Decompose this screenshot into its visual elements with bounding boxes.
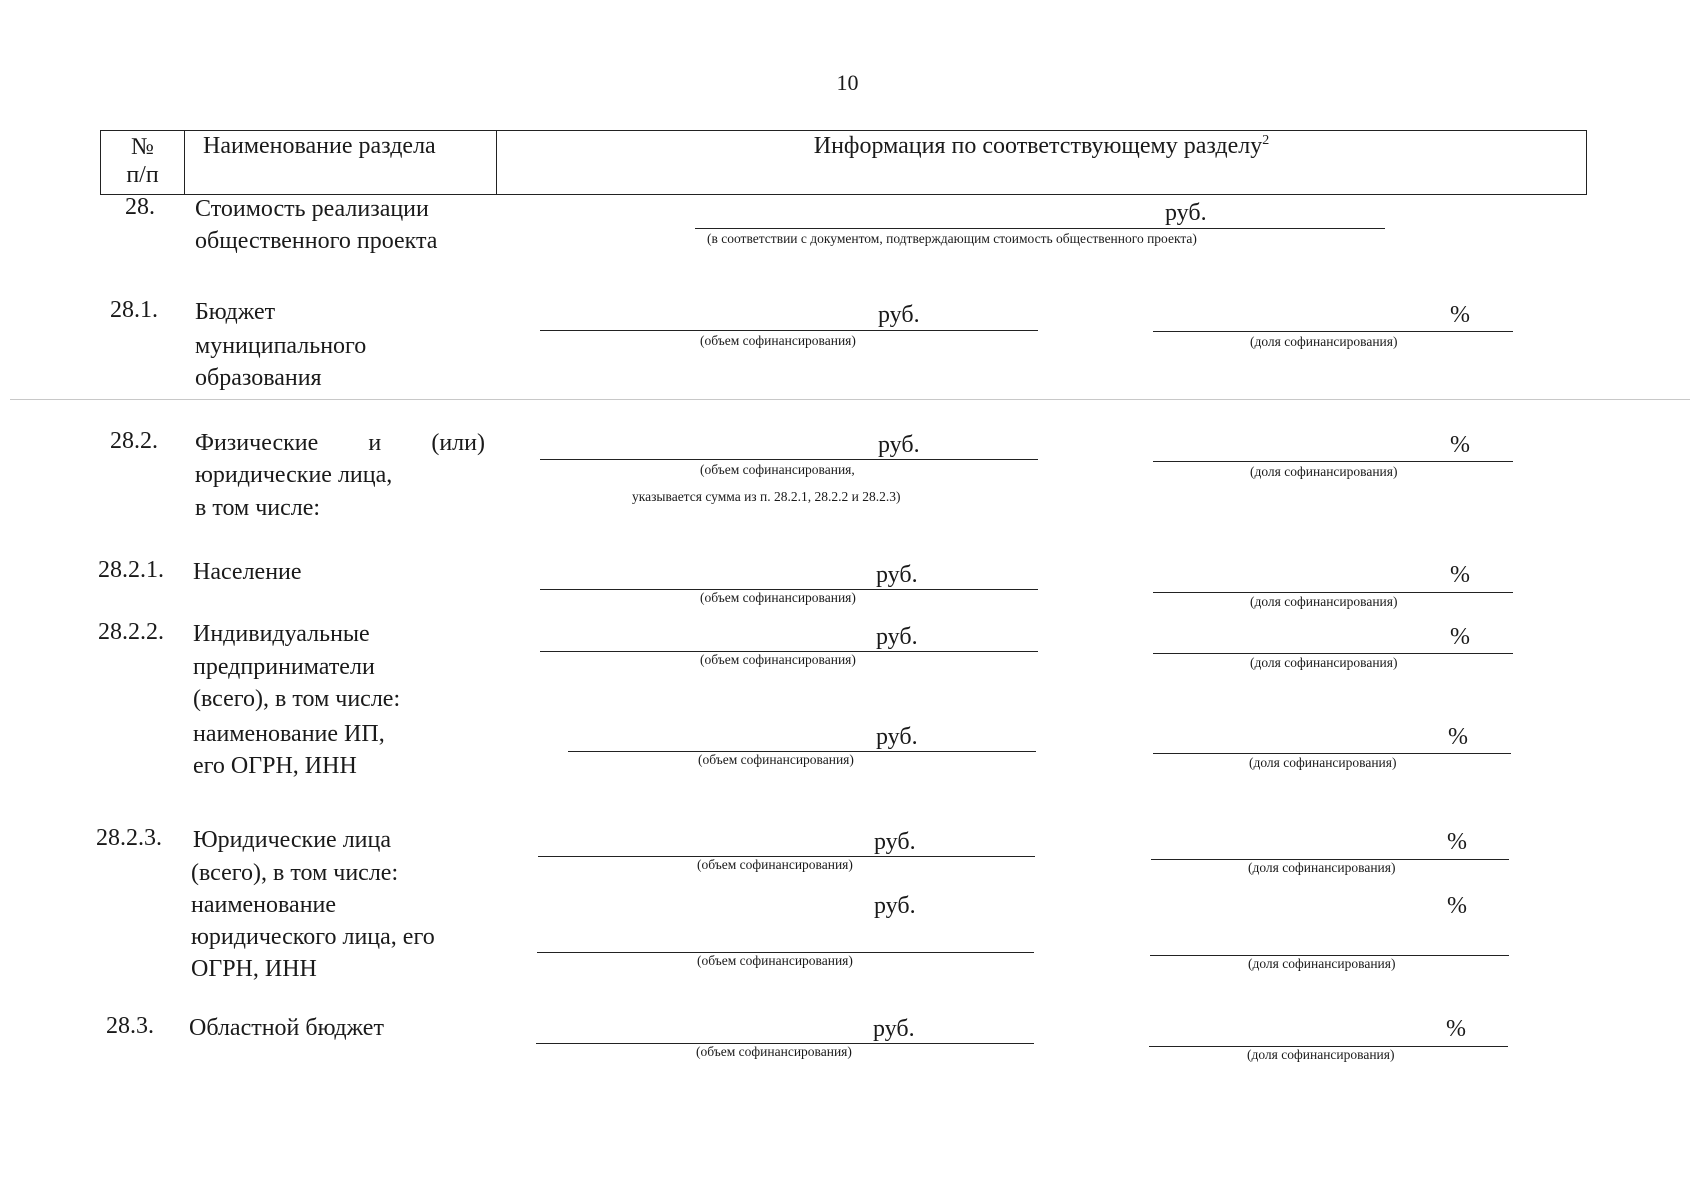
row-28-2-2-name-2: предприниматели [193, 654, 375, 680]
header-num-line1: № [131, 134, 154, 160]
header-info [497, 133, 1586, 160]
row-28-1-share-note: (доля софинансирования) [1250, 334, 1398, 349]
row-28-2-2-ip-rub: руб. [876, 724, 918, 750]
row-28-2-3-sub-1: наименование [191, 892, 337, 918]
row-28-name-2: общественного проекта [195, 228, 438, 254]
row-28-2-3-le-share-note: (доля софинансирования) [1248, 956, 1396, 971]
row-28-2-3-percent: % [1447, 829, 1467, 855]
row-28-1-percent: % [1450, 302, 1470, 328]
row-28-2-2-share-note: (доля софинансирования) [1250, 655, 1398, 670]
row-28-2-3-sub-3: ОГРН, ИНН [191, 956, 317, 982]
row-28-2-rub: руб. [878, 432, 920, 458]
row-28-2-1-volume-note: (объем софинансирования) [700, 590, 856, 605]
row-28-2-1-share-line[interactable] [1153, 592, 1513, 593]
row-28-name-1: Стоимость реализации [195, 196, 429, 222]
row-28-2-share-note: (доля софинансирования) [1250, 464, 1398, 479]
row-28-2-share-line[interactable] [1153, 461, 1513, 462]
header-name-cell [185, 131, 497, 194]
header-name: Наименование раздела [203, 133, 436, 159]
row-28-cost-note: (в соответствии с документом, подтверждающим стоимость общественного проекта) [707, 231, 1197, 246]
row-28-2-2-volume-note: (объем софинансирования) [700, 652, 856, 667]
row-28-3-rub: руб. [873, 1016, 915, 1042]
row-28-2-2-ip-percent: % [1448, 724, 1468, 750]
row-28-num: 28. [125, 194, 155, 220]
row-28-2-3-name-1: Юридические лица [193, 827, 392, 853]
row-28-2-2-share-line[interactable] [1153, 653, 1513, 654]
row-28-2-2-name-3: (всего), в том числе: [193, 686, 401, 712]
row-28-2-word-2: и [368, 430, 382, 456]
row-28-1-volume-note: (объем софинансирования) [700, 333, 856, 348]
row-28-2-2-ip-share-note: (доля софинансирования) [1249, 755, 1397, 770]
row-28-1-name-1: Бюджет [195, 299, 276, 325]
row-28-3-volume-note: (объем софинансирования) [696, 1044, 852, 1059]
row-28-2-2-ip-share-line[interactable] [1153, 753, 1511, 754]
row-28-2-2-num: 28.2.2. [98, 619, 164, 645]
row-28-2-3-volume-note: (объем софинансирования) [697, 857, 853, 872]
row-28-2-3-name-2: (всего), в том числе: [191, 860, 399, 886]
row-28-2-2-sub-2: его ОГРН, ИНН [193, 753, 357, 779]
header-num-cell [101, 131, 185, 194]
row-28-2-3-num: 28.2.3. [96, 825, 162, 851]
row-28-1-name-2: муниципального [195, 333, 367, 359]
row-28-2-3-share-note: (доля софинансирования) [1248, 860, 1396, 875]
row-28-2-2-rub: руб. [876, 624, 918, 650]
row-28-2-1-percent: % [1450, 562, 1470, 588]
row-28-2-2-percent: % [1450, 624, 1470, 650]
row-28-2-3-le-rub: руб. [874, 893, 916, 919]
row-28-2-volume-note: (объем софинансирования, [700, 462, 855, 477]
row-28-2-volume-line[interactable] [540, 459, 1038, 460]
table-header [100, 130, 1587, 195]
row-28-2-name-1 [195, 427, 485, 459]
row-28-1-num: 28.1. [110, 297, 158, 323]
row-28-3-num: 28.3. [106, 1013, 154, 1039]
row-28-2-1-num: 28.2.1. [98, 557, 164, 583]
row-28-1-share-line[interactable] [1153, 331, 1513, 332]
row-28-2-2-sub-1: наименование ИП, [193, 721, 385, 747]
page-number: 10 [836, 70, 859, 95]
row-28-2-3-le-volume-note: (объем софинансирования) [697, 953, 853, 968]
header-info-cell [497, 131, 1586, 194]
row-28-3-percent: % [1446, 1016, 1466, 1042]
row-28-2-sum-note: указывается сумма из п. 28.2.1, 28.2.2 и 28.2.3) [632, 489, 901, 504]
row-28-cost-line[interactable] [695, 228, 1385, 229]
row-28-2-percent: % [1450, 432, 1470, 458]
row-28-3-share-note: (доля софинансирования) [1247, 1047, 1395, 1062]
row-28-1-volume-line[interactable] [540, 330, 1038, 331]
header-num-line2: п/п [126, 162, 159, 188]
row-28-1-rub: руб. [878, 302, 920, 328]
row-28-2-1-name: Население [193, 559, 302, 585]
row-28-2-1-rub: руб. [876, 562, 918, 588]
row-28-2-name-2: юридические лица, [195, 462, 393, 488]
row-28-2-num: 28.2. [110, 428, 158, 454]
row-28-2-3-sub-2: юридического лица, его [191, 924, 435, 950]
row-28-2-2-name-1: Индивидуальные [193, 621, 370, 647]
row-28-2-1-share-note: (доля софинансирования) [1250, 594, 1398, 609]
scan-seam [10, 399, 1690, 400]
row-28-2-2-ip-volume-note: (объем софинансирования) [698, 752, 854, 767]
row-28-2-name-3: в том числе: [195, 495, 321, 521]
row-28-2-3-le-percent: % [1447, 893, 1467, 919]
row-28-2-word-1: Физические [195, 430, 319, 456]
row-28-1-name-3: образования [195, 365, 322, 391]
row-28-3-name: Областной бюджет [189, 1015, 384, 1041]
row-28-2-3-rub: руб. [874, 829, 916, 855]
row-28-rub: руб. [1165, 200, 1207, 226]
header-info-text: Информация по соответствующему разделу [813, 133, 1263, 159]
row-28-2-word-3: (или) [431, 430, 485, 456]
footnote-marker: 2 [1262, 133, 1270, 148]
